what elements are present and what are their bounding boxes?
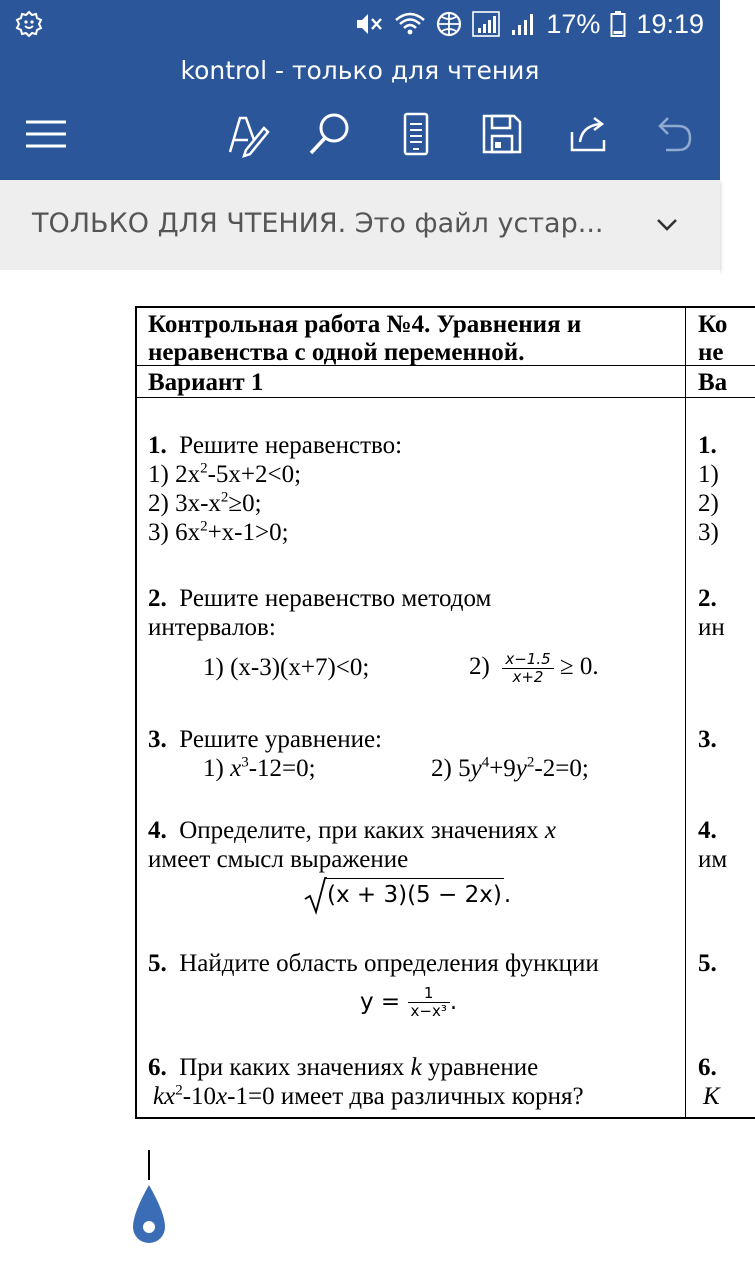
- globe-icon: [436, 11, 462, 37]
- right-col-fragment: К: [703, 1083, 720, 1110]
- variant-label: Вариант 1: [148, 369, 264, 396]
- task-1-item: [148, 460, 301, 489]
- variable: y: [515, 755, 527, 782]
- signal-icon: [472, 11, 500, 37]
- fraction-numerator: x−1.5: [502, 651, 553, 669]
- exponent: 2: [200, 460, 208, 477]
- variable: y: [470, 755, 482, 782]
- mute-icon: [354, 10, 384, 38]
- part-label: 2) 5: [431, 755, 471, 782]
- task-text: -10: [182, 1083, 217, 1110]
- read-only-banner[interactable]: [0, 180, 720, 270]
- banner-text: ТОЛЬКО ДЛЯ ЧТЕНИЯ. Это файл устар...: [32, 208, 604, 239]
- task-4-line-2: имеет смысл выражение: [148, 846, 409, 873]
- table-border-top: [135, 306, 755, 308]
- exponent: 2: [526, 754, 535, 771]
- app-notification-icon: [16, 11, 42, 37]
- item-text: 1) 2x: [148, 461, 201, 488]
- save-icon[interactable]: [478, 110, 526, 158]
- task-number: 4.: [148, 817, 167, 844]
- right-col-fragment: 3): [698, 519, 719, 546]
- variable: x: [544, 817, 556, 844]
- share-icon[interactable]: [564, 110, 612, 158]
- task-text: -1=0 имеет два различных корня?: [227, 1083, 584, 1110]
- status-bar: [0, 0, 720, 48]
- signal-icon-2: [510, 11, 536, 37]
- table-border-bottom: [135, 1117, 755, 1119]
- task-number: 6.: [148, 1054, 167, 1081]
- right-col-fragment: 1): [698, 461, 719, 488]
- item-text: 2) 3x-x: [148, 490, 221, 517]
- task-text: Решите неравенство:: [179, 432, 403, 459]
- task-4-expression: [303, 875, 511, 915]
- right-col-fragment: 4.: [698, 817, 717, 844]
- task-number: 5.: [148, 950, 167, 977]
- document-canvas[interactable]: [0, 270, 728, 1280]
- task-6-line-2: [153, 1082, 584, 1111]
- task-text: уравнение: [427, 1054, 539, 1081]
- variable: k: [410, 1054, 422, 1081]
- table-border-left: [135, 306, 137, 1118]
- search-icon[interactable]: [306, 110, 354, 158]
- task-text: Найдите область определения функции: [179, 950, 599, 977]
- task-2-part-1: 1) (x-3)(x+7)<0;: [203, 654, 370, 681]
- mobile-view-icon[interactable]: [392, 110, 440, 158]
- item-text: ≥0;: [228, 490, 262, 517]
- task-3-part-1: [203, 754, 316, 783]
- task-5-function: [360, 980, 457, 1024]
- document-title: kontrol - только для чтения: [180, 56, 540, 85]
- variable: kx: [153, 1083, 176, 1110]
- task-text: Решите неравенство методом: [179, 585, 492, 612]
- task-1-heading: [148, 431, 402, 460]
- item-text: +x-1>0;: [207, 519, 289, 546]
- exponent: 2: [200, 518, 208, 535]
- right-col-fragment: ин: [698, 614, 725, 641]
- exponent: 2: [175, 1082, 183, 1099]
- fraction: [502, 651, 553, 686]
- radicand: (x + 3)(5 − 2x): [327, 878, 504, 911]
- task-2-line-2: интервалов:: [148, 614, 276, 641]
- task-4-heading: [148, 816, 556, 845]
- part-label: 2): [469, 653, 490, 680]
- part-text: +9: [489, 755, 516, 782]
- part-text: -2=0;: [534, 755, 589, 782]
- punctuation: .: [503, 882, 512, 908]
- part-text: -12=0;: [248, 755, 316, 782]
- exponent: 3: [241, 754, 249, 771]
- part-text: ≥ 0.: [553, 653, 599, 680]
- battery-percent: 17%: [546, 8, 601, 39]
- fraction-denominator: x−x³: [410, 1002, 447, 1020]
- fraction: [408, 985, 450, 1020]
- task-2-part-2: [469, 644, 599, 690]
- right-col-fragment: 2): [698, 490, 719, 517]
- exponent: 2: [220, 489, 229, 506]
- punctuation: .: [449, 989, 458, 1015]
- app-toolbar: [0, 48, 720, 180]
- task-2-heading: [148, 584, 491, 613]
- item-text: -5x+2<0;: [207, 461, 302, 488]
- part-label: 1): [203, 755, 231, 782]
- fraction-numerator: 1: [408, 985, 450, 1003]
- right-col-fragment: 3.: [698, 726, 717, 753]
- right-col-fragment: 5.: [698, 950, 717, 977]
- task-number: 3.: [148, 726, 167, 753]
- right-col-fragment: не: [698, 339, 724, 366]
- task-3-heading: [148, 725, 382, 754]
- edit-pen-icon[interactable]: [224, 110, 272, 158]
- chevron-down-icon[interactable]: [654, 211, 680, 237]
- radical-sign: [303, 875, 327, 915]
- right-col-fragment: Ва: [698, 369, 728, 396]
- task-3-part-2: [431, 754, 589, 783]
- task-5-heading: [148, 949, 599, 978]
- task-1-item: [148, 518, 289, 547]
- text-cursor: [148, 1150, 150, 1180]
- variable: x: [230, 755, 242, 782]
- wifi-icon: [394, 10, 426, 38]
- right-col-fragment: Ко: [698, 311, 728, 338]
- task-table: [135, 306, 755, 1118]
- fraction-denominator: x+2: [512, 667, 544, 686]
- cursor-handle-icon[interactable]: [129, 1183, 169, 1247]
- heading-line-1: Контрольная работа №4. Уравнения и: [148, 311, 582, 338]
- right-col-fragment: 2.: [698, 585, 717, 612]
- table-column-divider: [685, 306, 686, 1118]
- item-text: 3) 6x: [148, 519, 201, 546]
- heading-line-2: неравенства с одной переменной.: [148, 339, 525, 366]
- task-6-heading: [148, 1053, 538, 1082]
- right-col-fragment: 6.: [698, 1054, 717, 1081]
- menu-icon[interactable]: [22, 110, 70, 158]
- task-1-item: [148, 489, 262, 518]
- task-text: Определите, при каких значениях: [179, 817, 539, 844]
- task-number: 1.: [148, 432, 167, 459]
- right-col-fragment: им: [698, 846, 728, 873]
- clock: 19:19: [636, 8, 704, 39]
- task-number: 2.: [148, 585, 167, 612]
- status-icons: [354, 0, 704, 48]
- table-row-divider: [135, 397, 755, 398]
- right-col-fragment: 1.: [698, 432, 717, 459]
- task-text: Решите уравнение:: [179, 726, 382, 753]
- battery-icon: [610, 10, 626, 38]
- exponent: 4: [481, 754, 490, 771]
- undo-icon[interactable]: [650, 110, 698, 158]
- task-text: При каких значениях: [179, 1054, 405, 1081]
- variable: x: [216, 1083, 228, 1110]
- function-lhs: y =: [360, 989, 408, 1015]
